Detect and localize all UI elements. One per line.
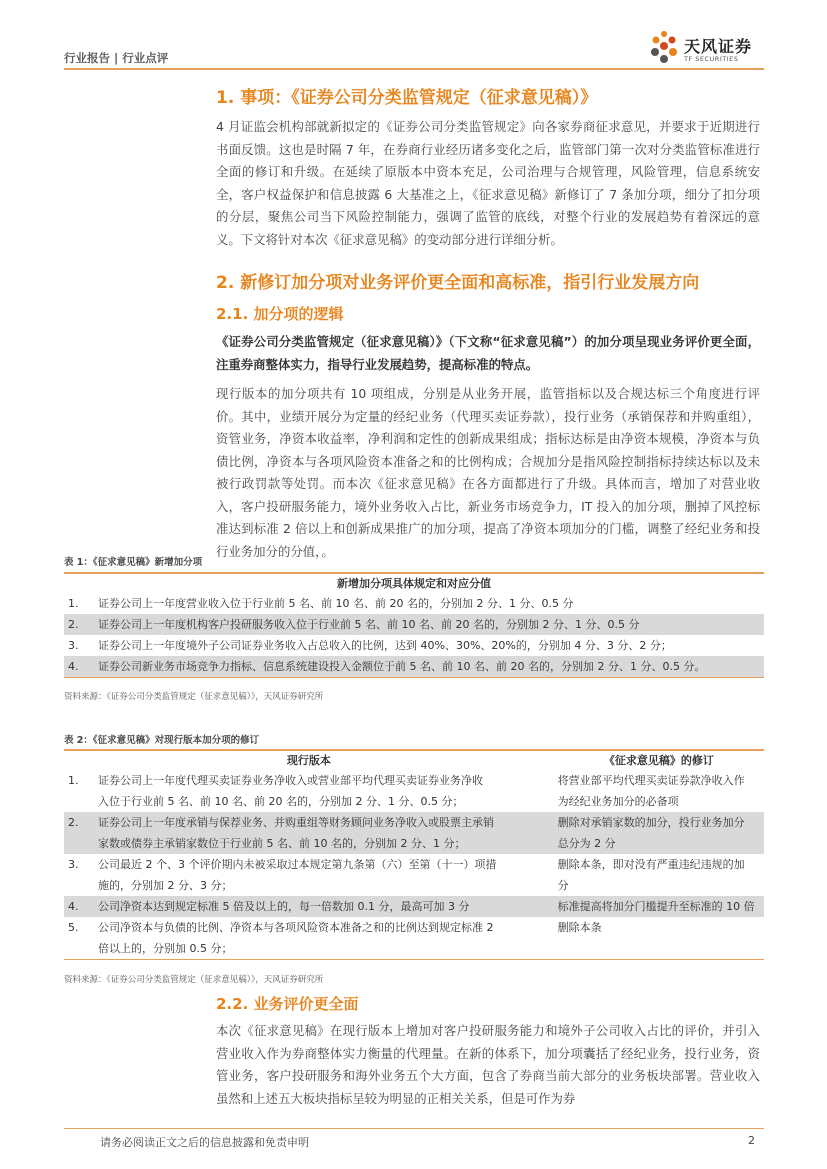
table-row: 4. 证券公司新业务市场竞争力指标、信息系统建设投入金额位于前 5 名、前 10 名、前 20 名的，分别加 2 分、1 分、0.5 分。 <box>64 656 764 678</box>
table-row: 5. 公司净资本与负债的比例、净资本与各项风险资本准备之和的比例达到规定标准 2 倍以上的，分别加 0.5 分； 删除本条 <box>64 917 764 960</box>
page-number: 2 <box>748 1134 755 1147</box>
table-row: 2. 证券公司上一年度机构客户投研服务收入位于行业前 5 名、前 10 名、前 20 名的，分别加 2 分、1 分、0.5 分 <box>64 614 764 635</box>
table-2-header-left: 现行版本 <box>64 750 554 770</box>
section-2-1-title: 2.1. 加分项的逻辑 <box>216 305 344 323</box>
logo-text-en: TF SECURITIES <box>684 55 739 63</box>
footer-divider <box>64 1128 764 1129</box>
table-row: 3. 公司最近 2 个、3 个评价期内未被采取过本规定第九条第（六）至第（十一）项措 施的，分别加 2 分、3 分； 删除本条，即对没有严重违纪违规的加 分 <box>68 858 745 892</box>
table-1-caption: 表 1：《征求意见稿》新增加分项 <box>64 557 203 568</box>
section-1-paragraph <box>216 116 760 251</box>
section-2-1-bold-text: 《证券公司分类监管规定（征求意见稿）》（下文称“征求意见稿”）的加分项呈现业务评价更全面，注重券商整体实力，指导行业发展趋势，提高标准的特点。 <box>216 334 760 372</box>
footer-disclaimer: 请务必阅读正文之后的信息披露和免责申明 <box>100 1136 309 1149</box>
table-row: 2. 证券公司上一年度承销与保荐业务、并购重组等财务顾问业务净收入或股票主承销 家数或债券主承销家数位于行业前 5 名、前 10 名的，分别加 2 分、1 分； 删除对承销家数的加分，投行业务加分 总分为 2 分 <box>64 812 764 854</box>
table-row: 3. 证券公司上一年度境外子公司证券业务收入占总收入的比例，达到 40%、30%、20%的，分别加 4 分、3 分、2 分； <box>68 639 672 652</box>
section-2-2-paragraph <box>216 1020 760 1110</box>
section-2-1-text: 现行版本的加分项共有 10 项组成，分别是从业务开展，监管指标以及合规达标三个角度进行评价。其中，业绩开展分为定量的经纪业务（代理买卖证券款），投行业务（承销保荐和并购重组），资管业务，净资本收益率，净利润和定性的创新成果组成；指标达标是由净资本规模，净资本与负债比例，净资本与各项风险资本准备之和的比例构成；合规加分是指风险控制指标持续达标以及未被行政罚款等处罚。而本次《征求意见稿》在各方面都进行了升级。具体而言，增加了对营业收入，客户投研服务能力，境外业务收入占比，新业务市场竞争力，IT 投入的加分项，删掉了风控标准达到标准 2 倍以上和创新成果推广的加分项，提高了净资本项加分的门槛，调整了经纪业务和投行业务加分的分值，。 <box>216 386 760 559</box>
table-2-header-right: 《征求意见稿》的修订 <box>554 750 764 770</box>
section-1-title: 1. 事项：《证券公司分类监管规定（征求意见稿）》 <box>216 88 598 108</box>
table-1 <box>64 572 764 678</box>
table-1-source: 资料来源：《证券公司分类监管规定（征求意见稿）》，天风证券研究所 <box>64 692 324 702</box>
header-divider <box>64 68 764 70</box>
logo-text-cn: 天风证券 <box>684 37 753 56</box>
report-category: 行业报告 | 行业点评 <box>64 51 169 65</box>
section-2-2-text: 本次《征求意见稿》在现行版本上增加对客户投研服务能力和境外子公司收入占比的评价，并引入营业收入作为券商整体实力衡量的代理量。在新的体系下，加分项囊括了经纪业务，投行业务，资管业务，客户投研服务和海外业务五个大方面，包含了券商当前大部分的业务板块部署。营业收入虽然和上述五大板块指标呈较为明显的正相关关系，但是可作为券 <box>216 1023 760 1106</box>
section-1-text: 4 月证监会机构部就新拟定的《证券公司分类监管规定》向各家券商征求意见，并要求于近期进行书面反馈。这也是时隔 7 年，在券商行业经历诸多变化之后，监管部门第一次对分类监管标准进行全面的修订和升级。在延续了原版本中资本充足，公司治理与合规管理，风险管理，信息系统安全，客户权益保护和信息披露 6 大基准之上，《征求意见稿》新修订了 7 条加分项，细分了扣分项的分层，聚焦公司当下风险控制能力，强调了监管的底线，对整个行业的发展趋势有着深远的意义。下文将针对本次《征求意见稿》的变动部分进行详细分析。 <box>216 119 760 247</box>
section-2-2-title: 2.2. 业务评价更全面 <box>216 995 359 1013</box>
table-row: 4. 公司净资本达到规定标准 5 倍及以上的，每一倍数加 0.1 分，最高可加 3 分 标准提高将加分门槛提升至标准的 10 倍 <box>64 896 764 917</box>
company-logo <box>650 28 765 68</box>
section-2-1-paragraph <box>216 383 760 563</box>
table-2 <box>64 749 764 960</box>
table-2-source: 资料来源：《证券公司分类监管规定（征求意见稿）》，天风证券研究所 <box>64 975 324 985</box>
section-2-title: 2. 新修订加分项对业务评价更全面和高标准，指引行业发展方向 <box>216 273 700 293</box>
table-row: 1. 证券公司上一年度代理买卖证券业务净收入或营业部平均代理买卖证券业务净收 入位于行业前 5 名、前 10 名、前 20 名的，分别加 2 分、1 分、0.5 分； 将营业部平均代理买卖证券款净收入作 为经纪业务加分的必备项 <box>68 774 745 808</box>
logo-mark-icon <box>650 30 680 66</box>
table-1-header: 新增加分项具体规定和对应分值 <box>64 573 764 593</box>
table-2-caption: 表 2：《征求意见稿》对现行版本加分项的修订 <box>64 735 260 746</box>
table-row: 1. 证券公司上一年度营业收入位于行业前 5 名、前 10 名、前 20 名的，分别加 2 分、1 分、0.5 分 <box>68 597 574 610</box>
section-2-1-bold-paragraph <box>216 331 760 376</box>
